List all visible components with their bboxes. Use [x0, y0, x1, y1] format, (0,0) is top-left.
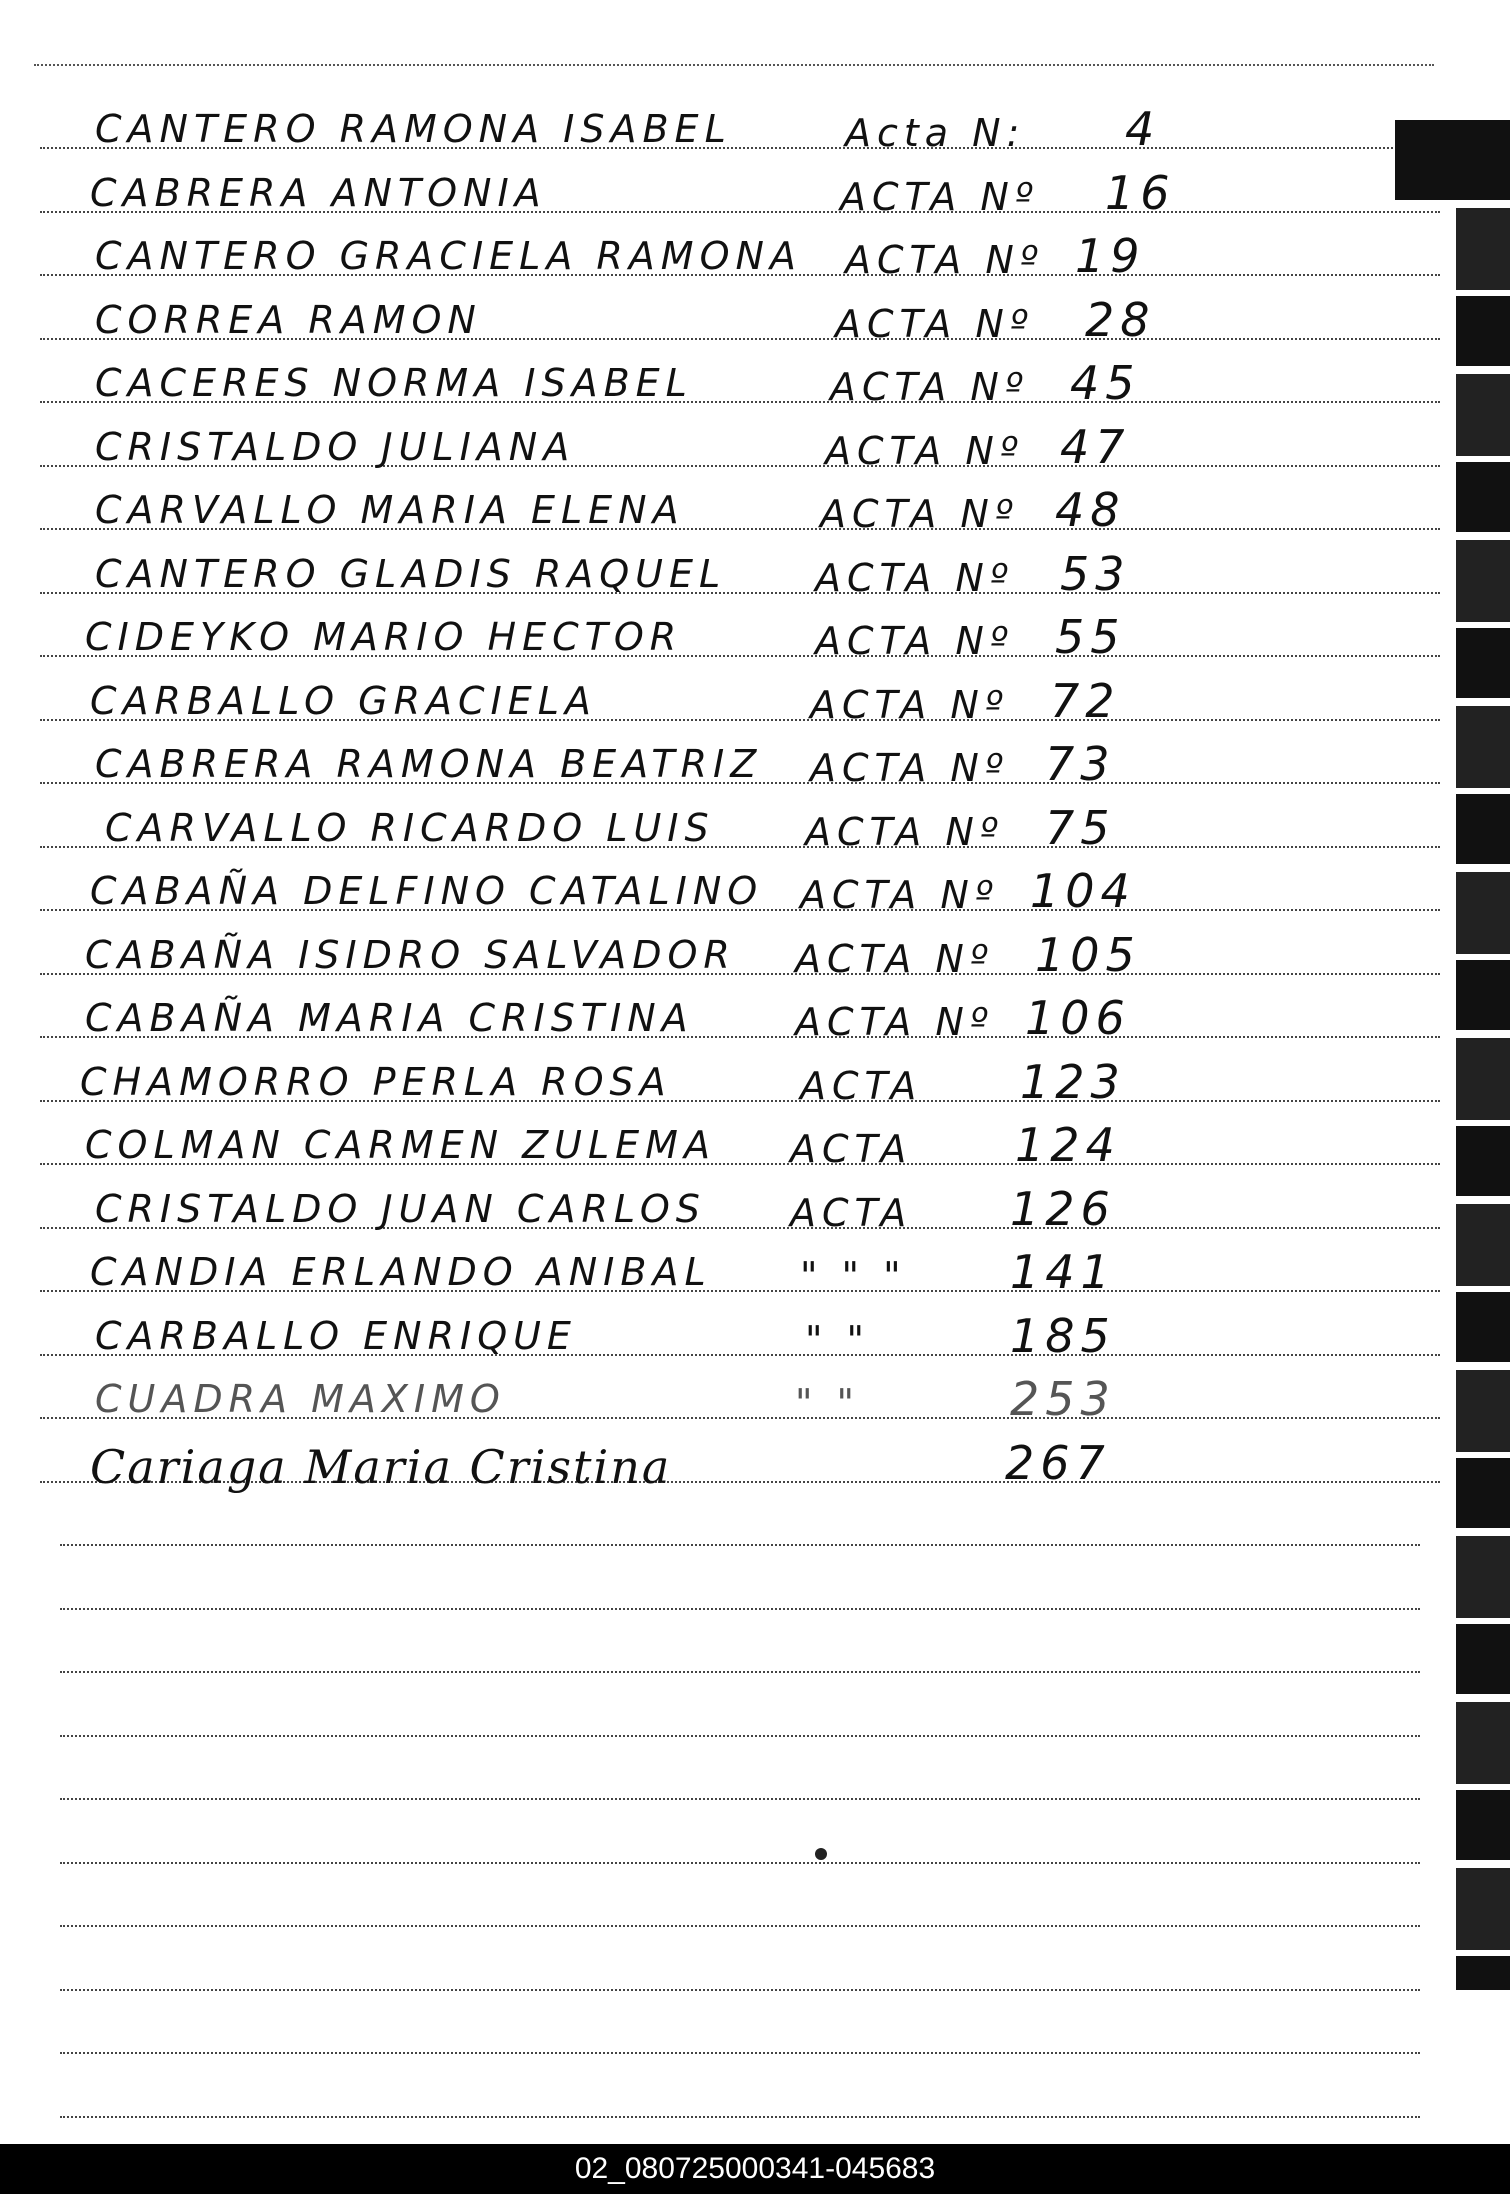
- entry-number: 104: [1030, 864, 1136, 918]
- entry-name: CANDIA ERLANDO ANIBAL: [90, 1250, 712, 1294]
- entry-name: CORREA RAMON: [95, 297, 482, 342]
- entry-name: CANTERO RAMONA ISABEL: [95, 107, 732, 151]
- ruled-line: [60, 2116, 1420, 2118]
- entry-number: 48: [1055, 483, 1126, 537]
- entry-acta-label: ACTA Nº: [825, 428, 1024, 473]
- entry-name: CABAÑA ISIDRO SALVADOR: [85, 932, 736, 977]
- entry-number: 47: [1060, 419, 1131, 474]
- entry-number: 4: [1125, 102, 1161, 156]
- entry-number: 19: [1075, 229, 1146, 283]
- entry-name: CABRERA RAMONA BEATRIZ: [95, 742, 763, 786]
- ruled-line: [60, 1925, 1420, 1927]
- entry-name: CHAMORRO PERLA ROSA: [80, 1059, 672, 1104]
- entry-acta-label: ACTA: [790, 1190, 913, 1235]
- entry-name: CARVALLO RICARDO LUIS: [105, 805, 715, 850]
- ruled-line: [60, 1608, 1420, 1610]
- ink-dot: [815, 1848, 827, 1860]
- entry-number: 72: [1050, 673, 1121, 728]
- entry-acta-label: ACTA Nº: [810, 682, 1009, 727]
- entry-name: CRISTALDO JULIANA: [95, 424, 576, 469]
- entry-number: 141: [1010, 1245, 1116, 1299]
- entry-acta-label: ACTA Nº: [795, 1000, 994, 1044]
- entry-name: COLMAN CARMEN ZULEMA: [85, 1123, 716, 1167]
- entry-name: Cariaga Maria Cristina: [90, 1439, 672, 1494]
- entry-number: 185: [1010, 1308, 1116, 1363]
- entry-name: CARBALLO GRACIELA: [90, 678, 597, 723]
- entry-number: 253: [1010, 1372, 1116, 1426]
- entry-name: CACERES NORMA ISABEL: [95, 361, 693, 405]
- entry-name: CANTERO GRACIELA RAMONA: [95, 234, 802, 278]
- entry-name: CIDEYKO MARIO HECTOR: [85, 615, 683, 659]
- entry-number: 106: [1025, 991, 1131, 1045]
- entry-acta-label: ACTA Nº: [800, 873, 999, 917]
- entry-acta-label: ACTA Nº: [820, 492, 1019, 536]
- entry-number: 75: [1045, 800, 1116, 855]
- entry-acta-label: ACTA Nº: [835, 301, 1034, 346]
- entry-acta-label: " " ": [800, 1254, 907, 1298]
- entry-number: 55: [1055, 610, 1126, 664]
- ruled-line: [60, 1735, 1420, 1737]
- entry-number: 28: [1085, 292, 1156, 347]
- entry-number: 267: [1005, 1435, 1111, 1490]
- top-dotted-rule: [34, 64, 1434, 66]
- entry-name: CABAÑA MARIA CRISTINA: [85, 996, 694, 1040]
- entry-acta-label: ACTA Nº: [810, 746, 1009, 790]
- entry-acta-label: ACTA Nº: [840, 174, 1039, 219]
- entry-number: 16: [1105, 165, 1176, 220]
- entry-acta-label: Acta N:: [845, 111, 1026, 155]
- entry-acta-label: " ": [795, 1381, 861, 1425]
- entry-name: CARBALLO ENRIQUE: [95, 1313, 577, 1358]
- entry-name: CABRERA ANTONIA: [90, 170, 547, 215]
- entry-acta-label: " ": [805, 1317, 871, 1362]
- entry-number: 126: [1010, 1181, 1116, 1236]
- ruled-line: [60, 1798, 1420, 1800]
- entry-acta-label: ACTA Nº: [815, 555, 1014, 600]
- entry-number: 105: [1035, 927, 1141, 982]
- entry-acta-label: ACTA: [790, 1127, 913, 1171]
- entry-name: CABAÑA DELFINO CATALINO: [90, 869, 764, 913]
- entry-number: 123: [1020, 1054, 1126, 1109]
- entry-acta-label: ACTA Nº: [845, 238, 1044, 282]
- entry-number: 124: [1015, 1118, 1121, 1172]
- ruled-line: [60, 1989, 1420, 1991]
- ruled-line: [60, 1862, 1420, 1864]
- ruled-line: [60, 2052, 1420, 2054]
- entry-acta-label: ACTA Nº: [830, 365, 1029, 409]
- entry-name: CUADRA MAXIMO: [95, 1377, 506, 1421]
- entry-acta-label: ACTA: [800, 1063, 923, 1108]
- entry-name: CANTERO GLADIS RAQUEL: [95, 551, 727, 596]
- scan-edge-strip: [1456, 130, 1510, 1990]
- entry-number: 45: [1070, 356, 1141, 410]
- entry-number: 73: [1045, 737, 1116, 791]
- entry-name: CARVALLO MARIA ELENA: [95, 488, 685, 532]
- entry-number: 53: [1060, 546, 1131, 601]
- entry-acta-label: ACTA Nº: [795, 936, 994, 981]
- entry-name: CRISTALDO JUAN CARLOS: [95, 1186, 706, 1231]
- entry-acta-label: ACTA Nº: [815, 619, 1014, 663]
- ruled-line: [60, 1544, 1420, 1546]
- ruled-line: [60, 1671, 1420, 1673]
- entry-acta-label: ACTA Nº: [805, 809, 1004, 854]
- document-id-footer: 02_080725000341-045683: [0, 2144, 1510, 2194]
